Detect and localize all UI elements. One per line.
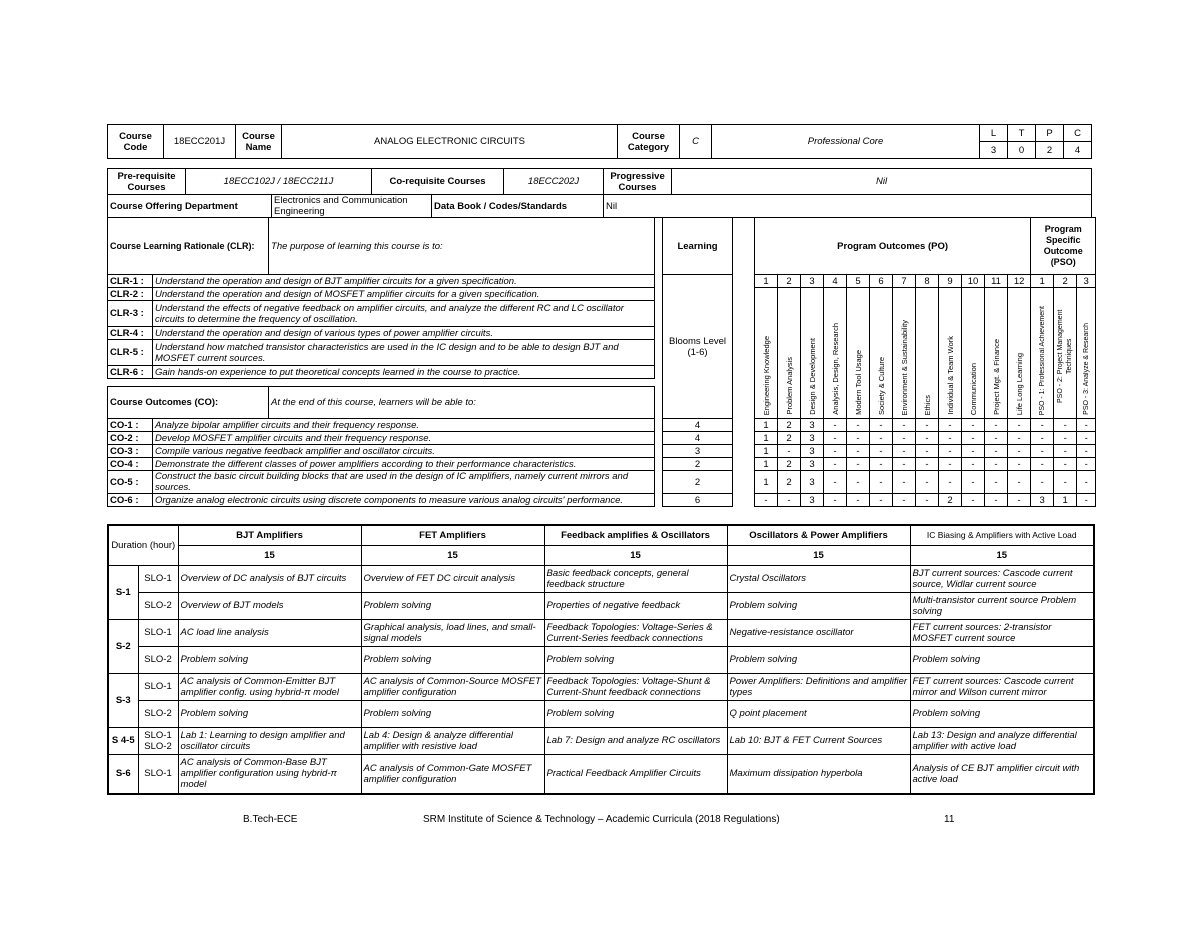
session-topic: Maximum dissipation hyperbola [727, 754, 910, 794]
session-topic: Problem solving [361, 592, 544, 619]
course-name: ANALOG ELECTRONIC CIRCUITS [282, 125, 618, 159]
po-name: Society & Culture [876, 357, 886, 415]
session-topic: Problem solving [910, 700, 1094, 727]
po-number: 11 [985, 275, 1008, 288]
session-row [108, 619, 1094, 646]
co-code: CO-2 : [108, 432, 153, 445]
co-po-mapping: - [824, 458, 847, 471]
clr-text: Understand the operation and design of MOSFET amplifier circuits for a given specification. [153, 288, 655, 301]
unit-title: FET Amplifiers [361, 525, 544, 545]
course-code-label: Course Code [108, 125, 164, 159]
co-po-mapping: - [1077, 471, 1096, 494]
session-topic: Problem solving [544, 700, 727, 727]
co-row [108, 432, 1096, 445]
schedule-block [107, 524, 1093, 795]
clr-text: Understand the effects of negative feedback on amplifier circuits, and analyze the different RC and LC oscillator circuits to determine the frequency of oscillation. [153, 301, 655, 327]
co-intro: At the end of this course, learners will be able to: [269, 387, 655, 419]
schedule-rows [108, 565, 1094, 794]
session-topic: Problem solving [544, 646, 727, 673]
pso-name: PSO - 3: Analyze & Research [1082, 323, 1090, 415]
co-po-mapping: 2 [778, 471, 801, 494]
co-row [108, 471, 1096, 494]
session-topic: FET current sources: 2-transistor MOSFET current source [910, 619, 1094, 646]
co-po-mapping: - [1054, 419, 1077, 432]
pso-label: Program Specific Outcome (PSO) [1031, 218, 1096, 275]
schedule-table [107, 524, 1095, 795]
co-po-mapping: 1 [755, 419, 778, 432]
session-topic: Problem solving [178, 646, 361, 673]
co-po-mapping: - [1054, 471, 1077, 494]
session-row [108, 565, 1094, 592]
unit-hours: 15 [910, 545, 1094, 565]
pso-name: PSO - 2: Project Management Techniques [1057, 309, 1074, 403]
po-name: Modern Tool Usage [853, 350, 863, 415]
po-label: Program Outcomes (PO) [755, 218, 1031, 275]
prerequisite-block [107, 168, 1091, 218]
pso-number: 2 [1054, 275, 1077, 288]
po-number: 5 [847, 275, 870, 288]
po-name: Engineering Knowledge [761, 335, 771, 415]
ltpc-label-p: P [1036, 125, 1064, 142]
co-po-mapping: - [847, 419, 870, 432]
co-po-mapping: - [1008, 471, 1031, 494]
co-code: CO-3 : [108, 445, 153, 458]
co-po-mapping: - [1054, 445, 1077, 458]
co-po-mapping: - [939, 432, 962, 445]
unit-hours: 15 [361, 545, 544, 565]
po-number: 7 [893, 275, 916, 288]
co-po-mapping: - [824, 471, 847, 494]
co-po-mapping: - [870, 458, 893, 471]
co-rows [108, 419, 1096, 507]
co-po-mapping: - [870, 432, 893, 445]
footer-program: B.Tech-ECE [243, 814, 298, 825]
session-topic: Problem solving [178, 700, 361, 727]
co-po-mapping: - [916, 471, 939, 494]
co-po-mapping: - [1031, 432, 1054, 445]
session-topic: Lab 7: Design and analyze RC oscillators [544, 727, 727, 754]
po-name: Communication [968, 362, 978, 415]
session-topic: AC analysis of Common-Gate MOSFET amplifier configuration [361, 754, 544, 794]
session-row [108, 646, 1094, 673]
co-po-mapping: - [847, 432, 870, 445]
session-label: S-6 [108, 754, 138, 794]
prereq-label: Pre-requisite Courses [108, 169, 186, 195]
co-po-mapping: - [824, 445, 847, 458]
course-header-table [107, 124, 1092, 159]
session-topic: AC analysis of Common-Base BJT amplifier configuration using hybrid-π model [178, 754, 361, 794]
co-po-mapping: - [847, 494, 870, 507]
co-blooms-level: 2 [663, 458, 733, 471]
co-po-mapping: - [985, 471, 1008, 494]
clr-code: CLR-6 : [108, 366, 153, 379]
unit-hours: 15 [178, 545, 361, 565]
session-topic: Problem solving [361, 700, 544, 727]
co-blooms-level: 4 [663, 432, 733, 445]
session-row [108, 754, 1094, 794]
category-name: Professional Core [712, 125, 980, 159]
ltpc-label-t: T [1008, 125, 1036, 142]
co-po-mapping: - [962, 445, 985, 458]
co-po-mapping: - [870, 494, 893, 507]
co-row [108, 419, 1096, 432]
session-topic: Feedback Topologies: Voltage-Series & Current-Series feedback connections [544, 619, 727, 646]
session-topic: Lab 1: Learning to design amplifier and oscillator circuits [178, 727, 361, 754]
ltpc-label-c: C [1064, 125, 1092, 142]
session-topic: AC analysis of Common-Source MOSFET amplifier configuration [361, 673, 544, 700]
session-topic: FET current sources: Cascode current mirror and Wilson current mirror [910, 673, 1094, 700]
co-po-mapping: - [916, 432, 939, 445]
session-label: S-1 [108, 565, 138, 619]
dept-label: Course Offering Department [108, 195, 272, 218]
outcomes-table [107, 217, 1096, 507]
po-number: 8 [916, 275, 939, 288]
session-topic: Overview of BJT models [178, 592, 361, 619]
co-po-mapping: - [824, 494, 847, 507]
po-number: 12 [1008, 275, 1031, 288]
ltpc-value-l: 3 [980, 142, 1008, 159]
clr-code: CLR-5 : [108, 340, 153, 366]
co-po-mapping: 3 [801, 494, 824, 507]
co-po-mapping: - [1031, 458, 1054, 471]
coreq-label: Co-requisite Courses [372, 169, 504, 195]
databook-value: Nil [604, 195, 1092, 218]
co-blooms-level: 2 [663, 471, 733, 494]
ltpc-label-l: L [980, 125, 1008, 142]
course-code: 18ECC201J [164, 125, 236, 159]
learning-label: Learning [663, 218, 733, 275]
co-po-mapping: - [1031, 419, 1054, 432]
co-po-mapping: - [985, 494, 1008, 507]
co-po-mapping: - [1008, 432, 1031, 445]
session-label: S-3 [108, 673, 138, 727]
coreq-value: 18ECC202J [504, 169, 604, 195]
blooms-level-label: Blooms Level (1-6) [663, 275, 733, 419]
duration-label: Duration (hour) [108, 525, 178, 565]
po-number: 10 [962, 275, 985, 288]
co-po-mapping: - [939, 419, 962, 432]
ltpc-value-t: 0 [1008, 142, 1036, 159]
po-name: Project Mgt. & Finance [991, 339, 1001, 415]
co-po-mapping: 2 [778, 432, 801, 445]
slo-label: SLO-1 [138, 565, 178, 592]
po-number: 1 [755, 275, 778, 288]
session-topic: Lab 13: Design and analyze differential amplifier with active load [910, 727, 1094, 754]
ltpc-value-p: 2 [1036, 142, 1064, 159]
co-po-mapping: 1 [755, 458, 778, 471]
page-number: 11 [944, 814, 955, 825]
co-po-mapping: - [916, 458, 939, 471]
course-name-label: Course Name [236, 125, 282, 159]
clr-text: Understand how matched transistor characteristics are used in the IC design and to be able to design BJT and MOSFET current sources. [153, 340, 655, 366]
slo-label: SLO-2 [138, 592, 178, 619]
po-name: Ethics [922, 394, 932, 415]
session-topic: Basic feedback concepts, general feedback structure [544, 565, 727, 592]
co-blooms-level: 4 [663, 419, 733, 432]
co-po-mapping: - [1054, 458, 1077, 471]
co-po-mapping: - [1054, 432, 1077, 445]
prerequisite-table [107, 168, 1092, 218]
co-label: Course Outcomes (CO): [108, 387, 269, 419]
databook-label: Data Book / Codes/Standards [432, 195, 604, 218]
unit-title: Feedback amplifies & Oscillators [544, 525, 727, 545]
co-text: Construct the basic circuit building blocks that are used in the design of IC amplifiers, namely current mirrors and sources. [153, 471, 655, 494]
clr-text: Understand the operation and design of BJT amplifier circuits for a given specification. [153, 275, 655, 288]
session-topic: Overview of FET DC circuit analysis [361, 565, 544, 592]
slo-label: SLO-1 [138, 754, 178, 794]
slo-label: SLO-1 SLO-2 [138, 727, 178, 754]
co-po-mapping: - [985, 458, 1008, 471]
po-number: 2 [778, 275, 801, 288]
slo-label: SLO-1 [138, 619, 178, 646]
unit-hours: 15 [727, 545, 910, 565]
co-po-mapping: - [893, 419, 916, 432]
clr-code: CLR-1 : [108, 275, 153, 288]
unit-title: BJT Amplifiers [178, 525, 361, 545]
unit-title: IC Biasing & Amplifiers with Active Load [910, 525, 1094, 545]
session-row [108, 727, 1094, 754]
session-topic: Graphical analysis, load lines, and small-signal models [361, 619, 544, 646]
session-topic: Problem solving [727, 646, 910, 673]
co-po-mapping: - [939, 445, 962, 458]
session-topic: Overview of DC analysis of BJT circuits [178, 565, 361, 592]
session-topic: BJT current sources: Cascode current source, Widlar current source [910, 565, 1094, 592]
co-blooms-level: 6 [663, 494, 733, 507]
co-po-mapping: - [939, 458, 962, 471]
session-topic: Problem solving [361, 646, 544, 673]
po-number: 6 [870, 275, 893, 288]
co-po-mapping: 3 [801, 432, 824, 445]
co-po-mapping: - [1008, 458, 1031, 471]
session-row [108, 673, 1094, 700]
course-category: C [680, 125, 712, 159]
unit-hours: 15 [544, 545, 727, 565]
session-topic: Properties of negative feedback [544, 592, 727, 619]
co-code: CO-1 : [108, 419, 153, 432]
co-text: Analyze bipolar amplifier circuits and their frequency response. [153, 419, 655, 432]
co-po-mapping: - [1031, 445, 1054, 458]
co-po-mapping: - [962, 471, 985, 494]
session-topic: Q point placement [727, 700, 910, 727]
co-row [108, 445, 1096, 458]
clr-code: CLR-3 : [108, 301, 153, 327]
co-po-mapping: - [893, 445, 916, 458]
co-po-mapping: - [985, 419, 1008, 432]
session-topic: Analysis of CE BJT amplifier circuit with active load [910, 754, 1094, 794]
ltpc-value-c: 4 [1064, 142, 1092, 159]
po-number: 3 [801, 275, 824, 288]
unit-title: Oscillators & Power Amplifiers [727, 525, 910, 545]
session-topic: Multi-transistor current source Problem solving [910, 592, 1094, 619]
session-topic: Lab 10: BJT & FET Current Sources [727, 727, 910, 754]
co-row [108, 494, 1096, 507]
co-row [108, 458, 1096, 471]
session-row [108, 592, 1094, 619]
co-text: Compile various negative feedback amplifier and oscillator circuits. [153, 445, 655, 458]
clr-text: Understand the operation and design of various types of power amplifier circuits. [153, 327, 655, 340]
co-po-mapping: - [893, 471, 916, 494]
po-name: Life Long Learning [1014, 352, 1024, 415]
co-po-mapping: - [939, 471, 962, 494]
co-po-mapping: - [962, 419, 985, 432]
co-text: Develop MOSFET amplifier circuits and their frequency response. [153, 432, 655, 445]
co-code: CO-5 : [108, 471, 153, 494]
course-header-block [107, 124, 1091, 159]
prereq-value: 18ECC102J / 18ECC211J [186, 169, 372, 195]
co-text: Demonstrate the different classes of power amplifiers according to their performance characteristics. [153, 458, 655, 471]
progressive-label: Progressive Courses [604, 169, 672, 195]
co-po-mapping: 3 [801, 458, 824, 471]
pso-number: 3 [1077, 275, 1096, 288]
outcomes-block [107, 217, 1093, 507]
co-po-mapping: - [778, 494, 801, 507]
co-po-mapping: - [893, 432, 916, 445]
co-po-mapping: - [1077, 432, 1096, 445]
pso-number: 1 [1031, 275, 1054, 288]
session-topic: Lab 4: Design & analyze differential amplifier with resistive load [361, 727, 544, 754]
session-topic: Problem solving [727, 592, 910, 619]
po-name: Problem Analysis [784, 357, 794, 415]
co-po-mapping: - [847, 471, 870, 494]
co-po-mapping: 1 [755, 445, 778, 458]
co-po-mapping: - [824, 432, 847, 445]
co-code: CO-4 : [108, 458, 153, 471]
session-topic: Power Amplifiers: Definitions and amplifier types [727, 673, 910, 700]
co-po-mapping: 1 [755, 471, 778, 494]
clr-text: Gain hands-on experience to put theoretical concepts learned in the course to practice. [153, 366, 655, 379]
co-po-mapping: - [847, 445, 870, 458]
co-po-mapping: - [847, 458, 870, 471]
co-po-mapping: - [962, 458, 985, 471]
po-name: Design & Development [807, 338, 817, 415]
co-po-mapping: 1 [755, 432, 778, 445]
co-po-mapping: - [1008, 419, 1031, 432]
session-topic: AC analysis of Common-Emitter BJT amplifier config. using hybrid-π model [178, 673, 361, 700]
session-topic: Crystal Oscillators [727, 565, 910, 592]
co-po-mapping: - [1008, 445, 1031, 458]
co-po-mapping: - [870, 445, 893, 458]
pso-name: PSO - 1: Professional Achievement [1038, 305, 1046, 415]
co-po-mapping: - [916, 445, 939, 458]
co-po-mapping: 2 [778, 458, 801, 471]
clr-label: Course Learning Rationale (CLR): [108, 218, 269, 275]
slo-label: SLO-1 [138, 673, 178, 700]
po-number: 9 [939, 275, 962, 288]
co-po-mapping: 3 [801, 471, 824, 494]
co-po-mapping: - [893, 494, 916, 507]
po-name: Individual & Team Work [945, 336, 955, 415]
co-text: Organize analog electronic circuits using discrete components to measure various analog circuits' performance. [153, 494, 655, 507]
co-po-mapping: - [962, 432, 985, 445]
session-topic: Problem solving [910, 646, 1094, 673]
footer-institute: SRM Institute of Science & Technology – Academic Curricula (2018 Regulations) [423, 814, 780, 825]
co-po-mapping: - [778, 445, 801, 458]
session-topic: Practical Feedback Amplifier Circuits [544, 754, 727, 794]
co-po-mapping: - [1031, 471, 1054, 494]
session-topic: AC load line analysis [178, 619, 361, 646]
dept-value: Electronics and Communication Engineering [272, 195, 432, 218]
clr-code: CLR-2 : [108, 288, 153, 301]
co-po-mapping: 2 [778, 419, 801, 432]
co-po-mapping: - [1077, 419, 1096, 432]
co-po-mapping: - [870, 471, 893, 494]
course-category-label: Course Category [618, 125, 680, 159]
co-po-mapping: - [1077, 458, 1096, 471]
co-po-mapping: - [962, 494, 985, 507]
co-po-mapping: - [916, 419, 939, 432]
po-number: 4 [824, 275, 847, 288]
co-blooms-level: 3 [663, 445, 733, 458]
co-po-mapping: - [824, 419, 847, 432]
co-po-mapping: 3 [1031, 494, 1054, 507]
co-code: CO-6 : [108, 494, 153, 507]
co-po-mapping: 1 [1054, 494, 1077, 507]
co-po-mapping: - [755, 494, 778, 507]
po-name: Analysis, Design, Research [830, 323, 840, 415]
session-topic: Negative-resistance oscillator [727, 619, 910, 646]
co-po-mapping: - [893, 458, 916, 471]
co-po-mapping: - [985, 432, 1008, 445]
session-label: S 4-5 [108, 727, 138, 754]
clr-code: CLR-4 : [108, 327, 153, 340]
session-topic: Feedback Topologies: Voltage-Shunt & Current-Shunt feedback connections [544, 673, 727, 700]
co-po-mapping: - [1008, 494, 1031, 507]
co-po-mapping: - [985, 445, 1008, 458]
po-name: Environment & Sustainability [899, 319, 909, 415]
slo-label: SLO-2 [138, 700, 178, 727]
slo-label: SLO-2 [138, 646, 178, 673]
clr-intro: The purpose of learning this course is to: [269, 218, 655, 275]
co-po-mapping: - [916, 494, 939, 507]
co-po-mapping: - [1077, 445, 1096, 458]
progressive-value: Nil [672, 169, 1092, 195]
co-po-mapping: 3 [801, 419, 824, 432]
session-label: S-2 [108, 619, 138, 673]
co-po-mapping: - [1077, 494, 1096, 507]
co-po-mapping: 2 [939, 494, 962, 507]
co-po-mapping: - [870, 419, 893, 432]
co-po-mapping: 3 [801, 445, 824, 458]
session-row [108, 700, 1094, 727]
